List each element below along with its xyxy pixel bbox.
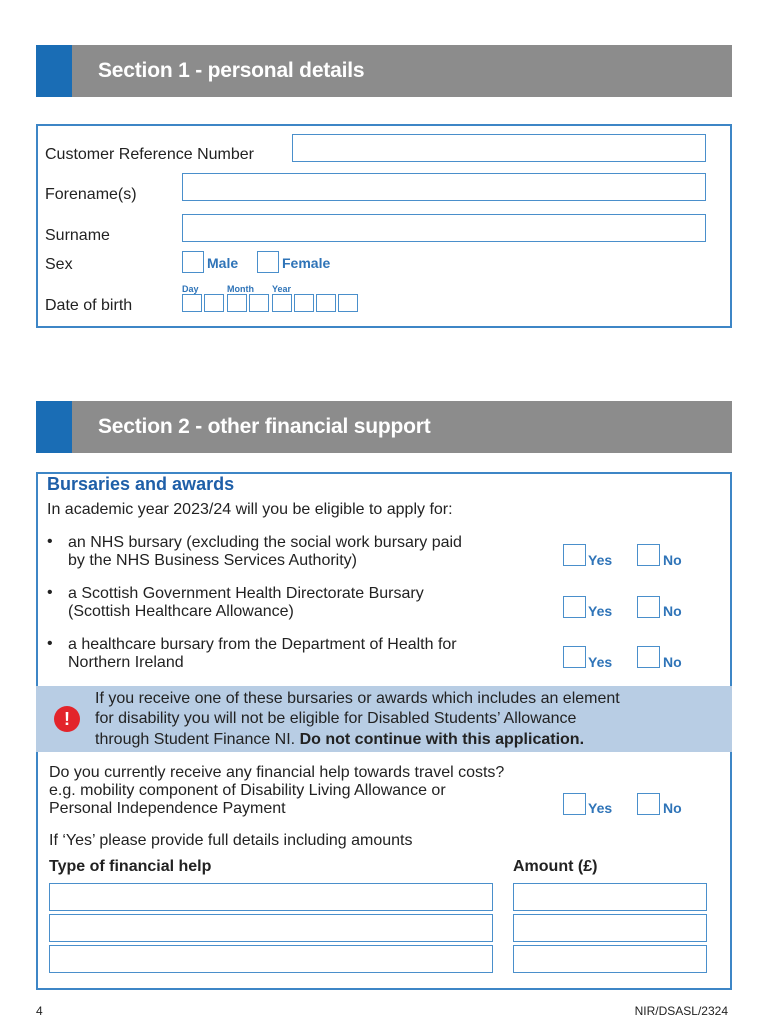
male-checkbox[interactable] [182,251,204,273]
item-2-line-2: (Scottish Healthcare Allowance) [68,603,294,620]
female-checkbox[interactable] [257,251,279,273]
financial-help-type-field-1[interactable] [49,883,493,911]
item-3-no-label: No [663,654,682,670]
dob-year-1[interactable] [272,294,292,312]
day-label: Day [182,284,199,294]
alert-line-1: If you receive one of these bursaries or awards which includes an element [95,690,620,707]
sex-label: Sex [45,256,73,273]
page-number: 4 [36,1004,43,1018]
financial-help-type-field-2[interactable] [49,914,493,942]
item-3-line-2: Northern Ireland [68,654,184,671]
item-2-no-checkbox[interactable] [637,596,660,618]
item-2-line-1: a Scottish Government Health Directorate Bursary [68,585,424,602]
item-3-line-1: a healthcare bursary from the Department of Health for [68,636,457,653]
travel-question-line-3: Personal Independence Payment [49,800,286,817]
alert-line-3-text: through Student Finance NI. [95,731,300,748]
item-1-no-label: No [663,552,682,568]
financial-help-amount-field-1[interactable] [513,883,707,911]
if-yes-instruction: If ‘Yes’ please provide full details including amounts [49,832,413,849]
alert-line-2: for disability you will not be eligible for Disabled Students’ Allowance [95,710,577,727]
header-accent [36,45,72,97]
dob-label: Date of birth [45,297,133,314]
month-label: Month [227,284,254,294]
travel-yes-label: Yes [588,800,613,816]
item-1-line-1: an NHS bursary (excluding the social work bursary paid [68,534,462,551]
exclamation-icon: ! [54,706,80,732]
male-label: Male [207,255,239,271]
financial-help-amount-field-2[interactable] [513,914,707,942]
travel-no-label: No [663,800,682,816]
financial-help-amount-field-3[interactable] [513,945,707,973]
dob-year-4[interactable] [338,294,358,312]
dob-day-1[interactable] [182,294,202,312]
dob-month-1[interactable] [227,294,247,312]
item-1-yes-label: Yes [588,552,613,568]
header-accent [36,401,72,453]
financial-help-type-field-3[interactable] [49,945,493,973]
alert-line-3 [95,730,584,750]
female-label: Female [282,255,331,271]
crn-label: Customer Reference Number [45,146,254,163]
section-2-title: Section 2 - other financial support [98,415,431,438]
travel-question-line-2: e.g. mobility component of Disability Living Allowance or [49,782,446,799]
surname-field[interactable] [182,214,706,242]
alert-warning-bold: Do not continue with this application. [299,731,585,748]
dob-day-2[interactable] [204,294,224,312]
item-1-no-checkbox[interactable] [637,544,660,566]
surname-label: Surname [45,227,110,244]
dob-month-2[interactable] [249,294,269,312]
item-1-yes-checkbox[interactable] [563,544,586,566]
forename-field[interactable] [182,173,706,201]
travel-no-checkbox[interactable] [637,793,660,815]
year-label: Year [272,284,292,294]
item-3-yes-label: Yes [588,654,613,670]
section-1-header [36,45,732,97]
bullet: • [47,584,53,601]
type-column-header: Type of financial help [49,858,212,875]
crn-field[interactable] [292,134,706,162]
bursaries-intro: In academic year 2023/24 will you be eligible to apply for: [47,501,453,518]
form-code: NIR/DSASL/2324 [634,1004,728,1018]
bursaries-heading: Bursaries and awards [47,474,235,494]
dob-year-2[interactable] [294,294,314,312]
item-2-yes-label: Yes [588,603,613,619]
item-3-no-checkbox[interactable] [637,646,660,668]
bullet: • [47,635,53,652]
forename-label: Forename(s) [45,186,137,203]
section-1-title: Section 1 - personal details [98,59,365,82]
item-2-no-label: No [663,603,682,619]
travel-yes-checkbox[interactable] [563,793,586,815]
section-2-header [36,401,732,453]
amount-column-header: Amount (£) [513,858,598,875]
item-1-line-2: by the NHS Business Services Authority) [68,552,358,569]
bullet: • [47,533,53,550]
item-2-yes-checkbox[interactable] [563,596,586,618]
dob-year-3[interactable] [316,294,336,312]
item-3-yes-checkbox[interactable] [563,646,586,668]
travel-question-line-1: Do you currently receive any financial help towards travel costs? [49,764,505,781]
